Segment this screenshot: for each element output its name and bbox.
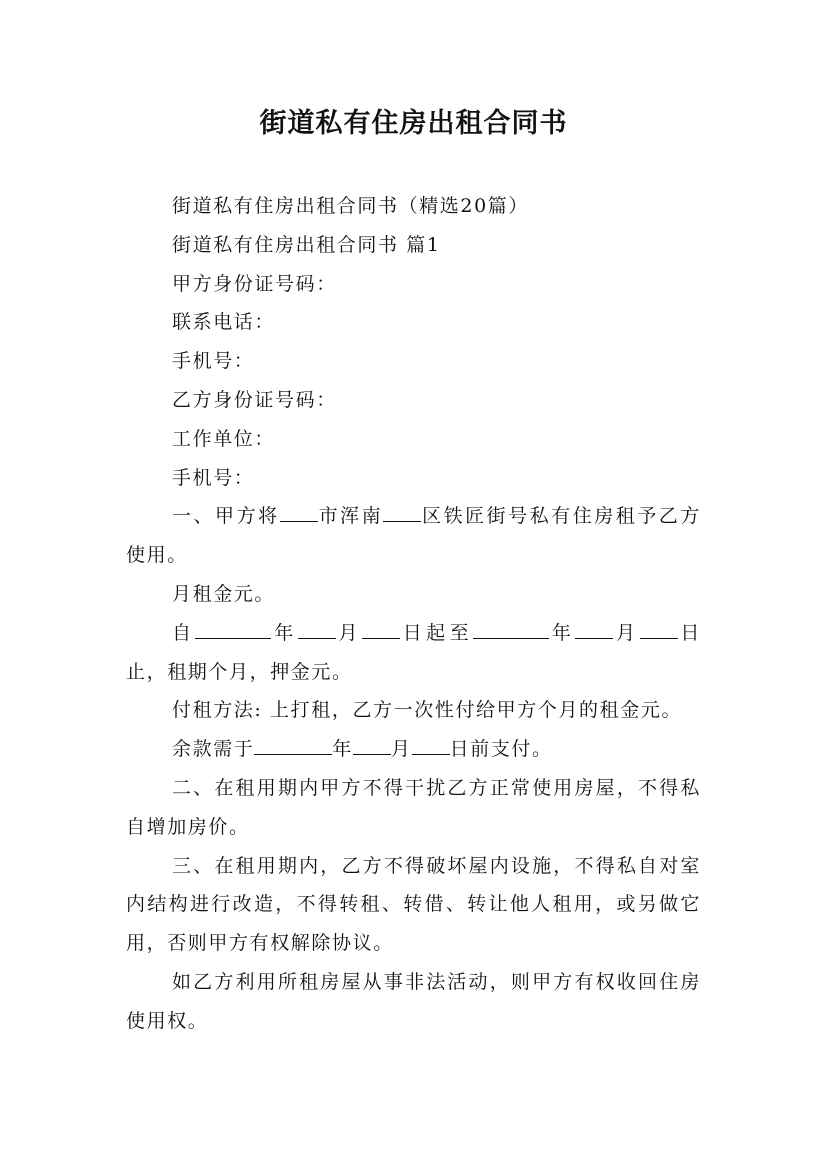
document-body: [126, 187, 701, 1041]
blank-end-day: [640, 616, 678, 639]
payment-method-line: 付租方法: 上打租，乙方一次性付给甲方个月的租金元。: [172, 699, 683, 722]
clause-1-text-a: 一、甲方将: [172, 505, 280, 528]
blank-end-year: [473, 616, 549, 639]
blank-start-day: [362, 616, 400, 639]
term-year-2: 年: [549, 621, 576, 644]
balance-month: 月: [391, 738, 412, 761]
contact-phone-line: 联系电话：: [172, 311, 276, 334]
mobile-a-line: 手机号：: [172, 350, 255, 373]
clause-1-text-c: 区铁匠街号私有住房租予乙方使用。: [126, 505, 701, 567]
party-a-id-line: 甲方身份证号码：: [172, 272, 337, 295]
section-heading: 街道私有住房出租合同书 篇1: [172, 233, 441, 256]
clause-1: [126, 497, 701, 575]
blank-start-month: [298, 616, 336, 639]
blank-balance-day: [412, 732, 450, 755]
blank-balance-month: [353, 732, 391, 755]
clause-illegal-use: 如乙方利用所租房屋从事非法活动，则甲方有权收回住房使用权。: [126, 970, 701, 1032]
clause-1-text-b: 市浑南: [317, 505, 384, 528]
term-year-1: 年: [271, 621, 298, 644]
term-end: 日止，租期个月，押金元。: [126, 621, 701, 683]
blank-start-year: [195, 616, 271, 639]
balance-year: 年: [332, 738, 354, 761]
lease-term: [126, 614, 701, 692]
balance-line: [126, 730, 701, 769]
clause-2: 二、在租用期内甲方不得干扰乙方正常使用房屋，不得私自增加房价。: [126, 776, 701, 838]
balance-text-a: 余款需于: [172, 738, 255, 761]
blank-district: [383, 499, 421, 522]
mobile-b-line: 手机号：: [172, 466, 255, 489]
term-from: 自: [172, 621, 196, 644]
party-b-id-line: 乙方身份证号码：: [172, 388, 337, 411]
clause-3: 三、在租用期内，乙方不得破坏屋内设施，不得私自对室内结构进行改造，不得转租、转借、转让他人租用，或另做它用，否则甲方有权解除协议。: [126, 854, 701, 955]
monthly-rent-line: 月租金元。: [172, 582, 276, 605]
balance-text-b: 日前支付。: [449, 738, 553, 761]
blank-city: [280, 499, 318, 522]
work-unit-line: 工作单位：: [172, 427, 276, 450]
term-month-2: 月: [613, 621, 640, 644]
blank-balance-year: [254, 732, 332, 755]
term-month-1: 月: [335, 621, 362, 644]
term-until: 日起至: [399, 621, 474, 644]
document-subtitle: 街道私有住房出租合同书（精选20篇）: [172, 195, 529, 217]
document-title: 街道私有住房出租合同书: [259, 108, 568, 139]
blank-end-month: [575, 616, 613, 639]
